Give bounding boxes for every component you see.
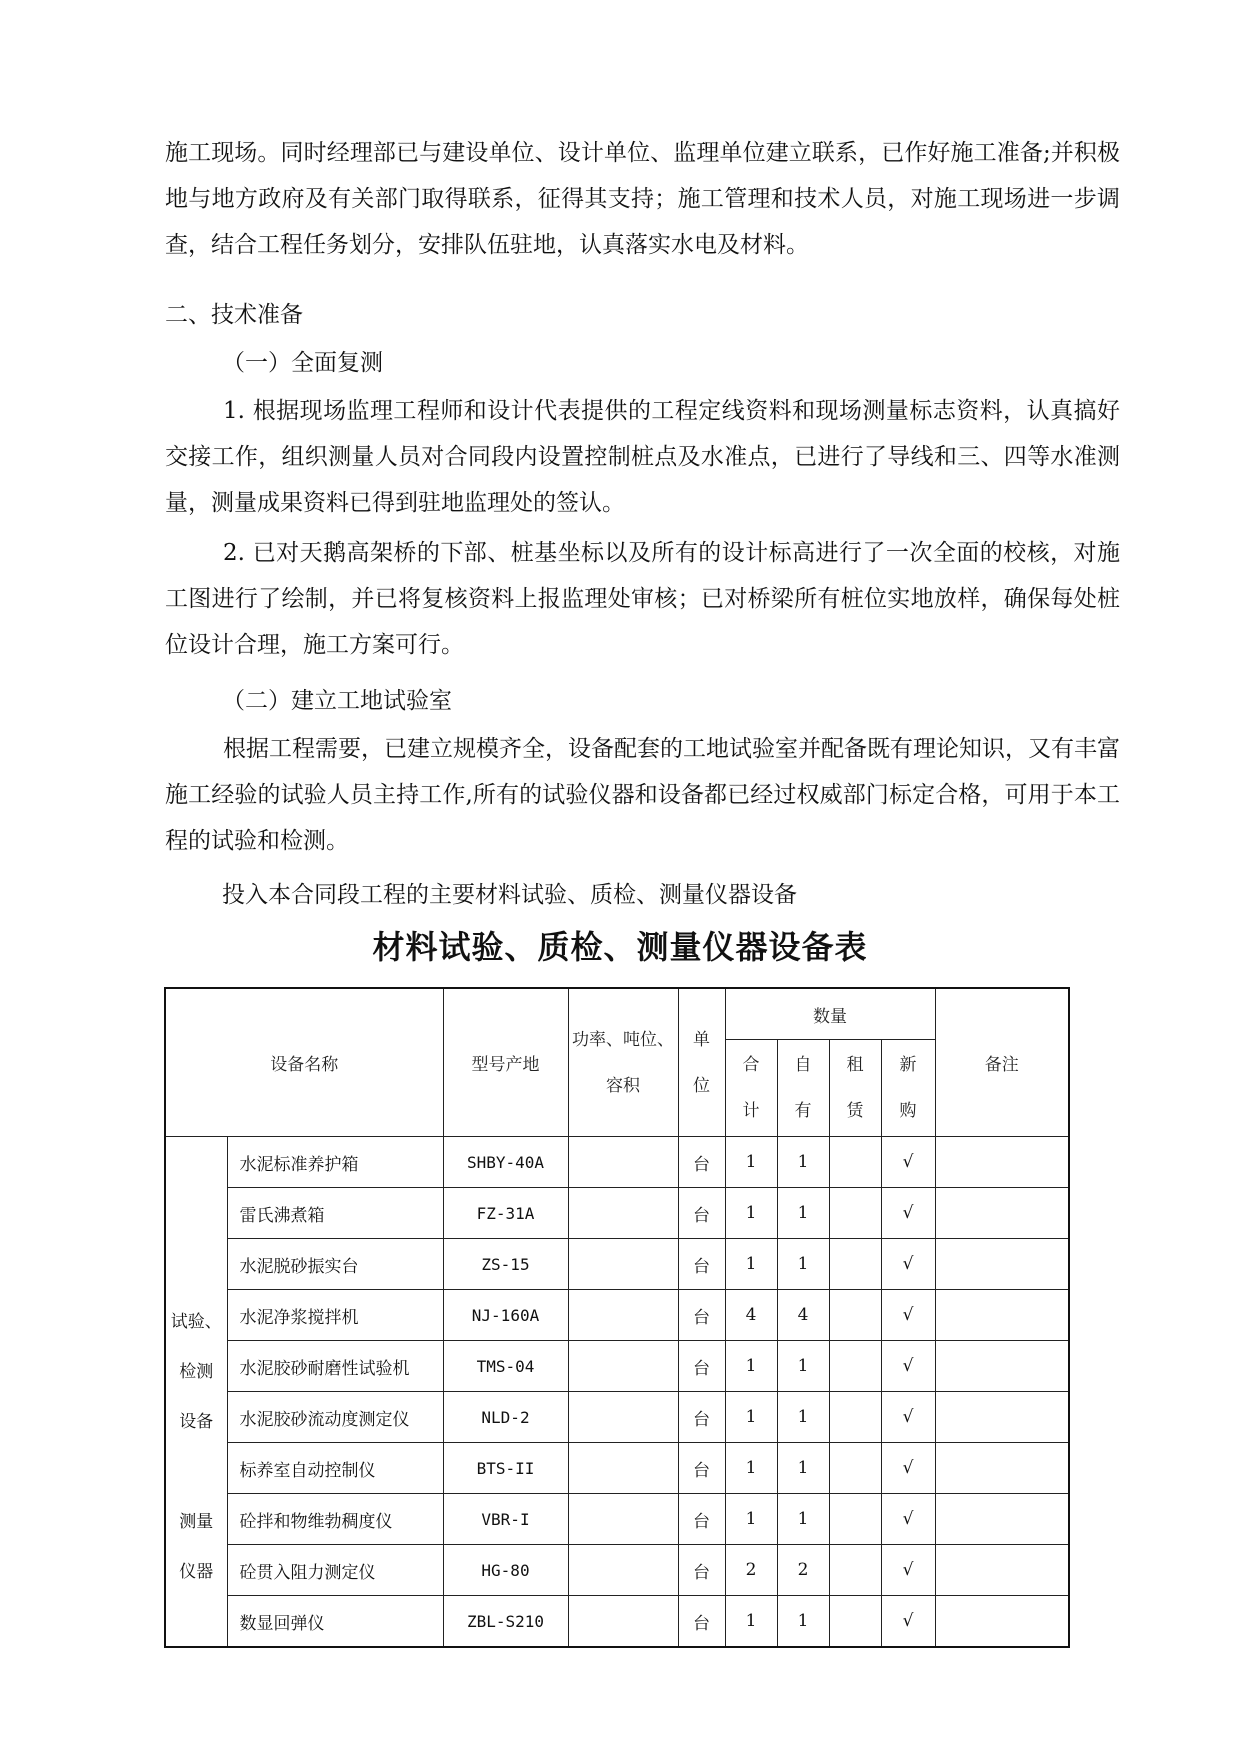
cell-leased <box>829 1239 881 1290</box>
equipment-table <box>164 987 1070 1648</box>
cell-equipment-name: 水泥标准养护箱 <box>227 1137 443 1188</box>
cell-total: 1 <box>725 1443 777 1494</box>
cell-owned: 4 <box>777 1290 829 1341</box>
cell-model: HG-80 <box>443 1545 568 1596</box>
cell-equipment-name: 标养室自动控制仪 <box>227 1443 443 1494</box>
cell-model: FZ-31A <box>443 1188 568 1239</box>
cell-unit: 台 <box>678 1596 725 1648</box>
cell-total: 1 <box>725 1392 777 1443</box>
header-quantity: 数量 <box>725 988 935 1040</box>
cell-owned: 1 <box>777 1137 829 1188</box>
table-row <box>165 1494 1069 1545</box>
paragraph-site-lab: 根据工程需要，已建立规模齐全，设备配套的工地试验室并配备既有理论知识，又有丰富施工经验的试验人员主持工作,所有的试验仪器和设备都已经过权威部门标定合格，可用于本工程的试验和检测。 <box>165 736 1120 854</box>
table-row <box>165 1239 1069 1290</box>
cell-owned: 1 <box>777 1392 829 1443</box>
cell-model: TMS-04 <box>443 1341 568 1392</box>
cell-equipment-name: 水泥胶砂流动度测定仪 <box>227 1392 443 1443</box>
cell-new-purchase: √ <box>881 1239 935 1290</box>
cell-leased <box>829 1341 881 1392</box>
cell-remarks <box>935 1596 1069 1648</box>
table-row <box>165 1137 1069 1188</box>
header-unit-line-2: 位 <box>693 1075 710 1096</box>
category-line-2: 检测 <box>179 1361 214 1382</box>
cell-leased <box>829 1494 881 1545</box>
header-unit <box>678 988 725 1137</box>
cell-leased <box>829 1392 881 1443</box>
cell-model: ZBL-S210 <box>443 1596 568 1648</box>
cell-equipment-name: 数显回弹仪 <box>227 1596 443 1648</box>
cell-power <box>568 1545 678 1596</box>
cell-power <box>568 1290 678 1341</box>
paragraph-equipment-intro: 投入本合同段工程的主要材料试验、质检、测量仪器设备 <box>222 882 797 908</box>
cell-equipment-name: 砼贯入阻力测定仪 <box>227 1545 443 1596</box>
heading-full-resurvey: （一）全面复测 <box>222 350 383 376</box>
cell-new-purchase: √ <box>881 1392 935 1443</box>
cell-unit: 台 <box>678 1341 725 1392</box>
cell-total: 1 <box>725 1494 777 1545</box>
cell-unit: 台 <box>678 1545 725 1596</box>
cell-total: 1 <box>725 1596 777 1648</box>
header-new-line-2: 购 <box>899 1101 917 1121</box>
cell-remarks <box>935 1239 1069 1290</box>
cell-equipment-name: 水泥净浆搅拌机 <box>227 1290 443 1341</box>
table-title: 材料试验、质检、测量仪器设备表 <box>372 928 868 966</box>
cell-unit: 台 <box>678 1392 725 1443</box>
table-header-row <box>165 988 1069 1040</box>
cell-new-purchase: √ <box>881 1443 935 1494</box>
category-line-4: 测量 <box>179 1511 214 1532</box>
table-row <box>165 1290 1069 1341</box>
cell-leased <box>829 1137 881 1188</box>
cell-leased <box>829 1545 881 1596</box>
cell-model: SHBY-40A <box>443 1137 568 1188</box>
cell-leased <box>829 1188 881 1239</box>
cell-total: 1 <box>725 1341 777 1392</box>
cell-model: VBR-I <box>443 1494 568 1545</box>
header-leased-line-2: 赁 <box>846 1101 864 1121</box>
header-leased <box>829 1040 881 1137</box>
cell-remarks <box>935 1545 1069 1596</box>
cell-unit: 台 <box>678 1137 725 1188</box>
cell-unit: 台 <box>678 1239 725 1290</box>
header-owned-line-2: 有 <box>794 1101 812 1121</box>
cell-equipment-name: 水泥脱砂振实台 <box>227 1239 443 1290</box>
cell-leased <box>829 1443 881 1494</box>
cell-unit: 台 <box>678 1188 725 1239</box>
header-owned <box>777 1040 829 1137</box>
cell-total: 1 <box>725 1188 777 1239</box>
cell-power <box>568 1239 678 1290</box>
cell-owned: 1 <box>777 1494 829 1545</box>
cell-new-purchase: √ <box>881 1494 935 1545</box>
cell-model: ZS-15 <box>443 1239 568 1290</box>
cell-model: NJ-160A <box>443 1290 568 1341</box>
header-total-line-2: 计 <box>742 1101 760 1121</box>
header-new-line-1: 新 <box>899 1055 917 1075</box>
header-total-line-1: 合 <box>742 1055 760 1075</box>
header-remarks: 备注 <box>935 988 1069 1137</box>
category-line-1: 试验、 <box>170 1311 222 1332</box>
heading-technical-preparation: 二、技术准备 <box>165 302 303 328</box>
header-equipment-name: 设备名称 <box>165 988 443 1137</box>
cell-new-purchase: √ <box>881 1188 935 1239</box>
cell-total: 1 <box>725 1137 777 1188</box>
header-owned-line-1: 自 <box>794 1055 812 1075</box>
cell-leased <box>829 1596 881 1648</box>
paragraph-resurvey-1: 1. 根据现场监理工程师和设计代表提供的工程定线资料和现场测量标志资料，认真搞好交接工作，组织测量人员对合同段内设置控制桩点及水准点，已进行了导线和三、四等水准测量，测量成果资料已得到驻地监理处的签认。 <box>165 398 1120 516</box>
cell-owned: 1 <box>777 1596 829 1648</box>
table-row <box>165 1443 1069 1494</box>
cell-total: 4 <box>725 1290 777 1341</box>
header-power-line-1: 功率、吨位、 <box>572 1029 674 1050</box>
cell-remarks <box>935 1494 1069 1545</box>
table-row <box>165 1341 1069 1392</box>
cell-owned: 1 <box>777 1443 829 1494</box>
cell-power <box>568 1494 678 1545</box>
cell-power <box>568 1341 678 1392</box>
cell-new-purchase: √ <box>881 1545 935 1596</box>
table-row <box>165 1545 1069 1596</box>
category-line-5: 仪器 <box>179 1561 214 1582</box>
cell-remarks <box>935 1188 1069 1239</box>
cell-equipment-name: 雷氏沸煮箱 <box>227 1188 443 1239</box>
header-new-purchase <box>881 1040 935 1137</box>
category-cell <box>165 1137 227 1648</box>
header-model-origin: 型号产地 <box>443 988 568 1137</box>
cell-power <box>568 1596 678 1648</box>
cell-remarks <box>935 1443 1069 1494</box>
cell-unit: 台 <box>678 1290 725 1341</box>
cell-remarks <box>935 1341 1069 1392</box>
cell-total: 2 <box>725 1545 777 1596</box>
cell-power <box>568 1443 678 1494</box>
cell-equipment-name: 水泥胶砂耐磨性试验机 <box>227 1341 443 1392</box>
cell-owned: 1 <box>777 1239 829 1290</box>
header-leased-line-1: 租 <box>846 1055 864 1075</box>
cell-new-purchase: √ <box>881 1341 935 1392</box>
cell-equipment-name: 砼拌和物维勃稠度仪 <box>227 1494 443 1545</box>
cell-new-purchase: √ <box>881 1137 935 1188</box>
cell-power <box>568 1392 678 1443</box>
paragraph-site-prep: 施工现场。同时经理部已与建设单位、设计单位、监理单位建立联系，已作好施工准备;并积极地与地方政府及有关部门取得联系，征得其支持；施工管理和技术人员，对施工现场进一步调查，结合工程任务划分，安排队伍驻地，认真落实水电及材料。 <box>165 140 1120 258</box>
heading-site-lab: （二）建立工地试验室 <box>222 688 452 714</box>
cell-owned: 2 <box>777 1545 829 1596</box>
cell-new-purchase: √ <box>881 1596 935 1648</box>
cell-power <box>568 1137 678 1188</box>
table-row <box>165 1392 1069 1443</box>
cell-unit: 台 <box>678 1494 725 1545</box>
header-power-line-2: 容积 <box>606 1075 640 1096</box>
table-row <box>165 1596 1069 1648</box>
category-line-3: 设备 <box>179 1411 214 1432</box>
header-power-capacity <box>568 988 678 1137</box>
header-unit-line-1: 单 <box>693 1029 710 1050</box>
cell-new-purchase: √ <box>881 1290 935 1341</box>
cell-unit: 台 <box>678 1443 725 1494</box>
cell-remarks <box>935 1392 1069 1443</box>
paragraph-resurvey-2: 2. 已对天鹅高架桥的下部、桩基坐标以及所有的设计标高进行了一次全面的校核，对施工图进行了绘制，并已将复核资料上报监理处审核；已对桥梁所有桩位实地放样，确保每处桩位设计合理，施工方案可行。 <box>165 540 1120 658</box>
cell-power <box>568 1188 678 1239</box>
cell-total: 1 <box>725 1239 777 1290</box>
header-total <box>725 1040 777 1137</box>
cell-model: NLD-2 <box>443 1392 568 1443</box>
cell-owned: 1 <box>777 1188 829 1239</box>
cell-owned: 1 <box>777 1341 829 1392</box>
category-spacer <box>166 1447 227 1497</box>
cell-leased <box>829 1290 881 1341</box>
cell-model: BTS-II <box>443 1443 568 1494</box>
cell-remarks <box>935 1290 1069 1341</box>
cell-remarks <box>935 1137 1069 1188</box>
table-row <box>165 1188 1069 1239</box>
